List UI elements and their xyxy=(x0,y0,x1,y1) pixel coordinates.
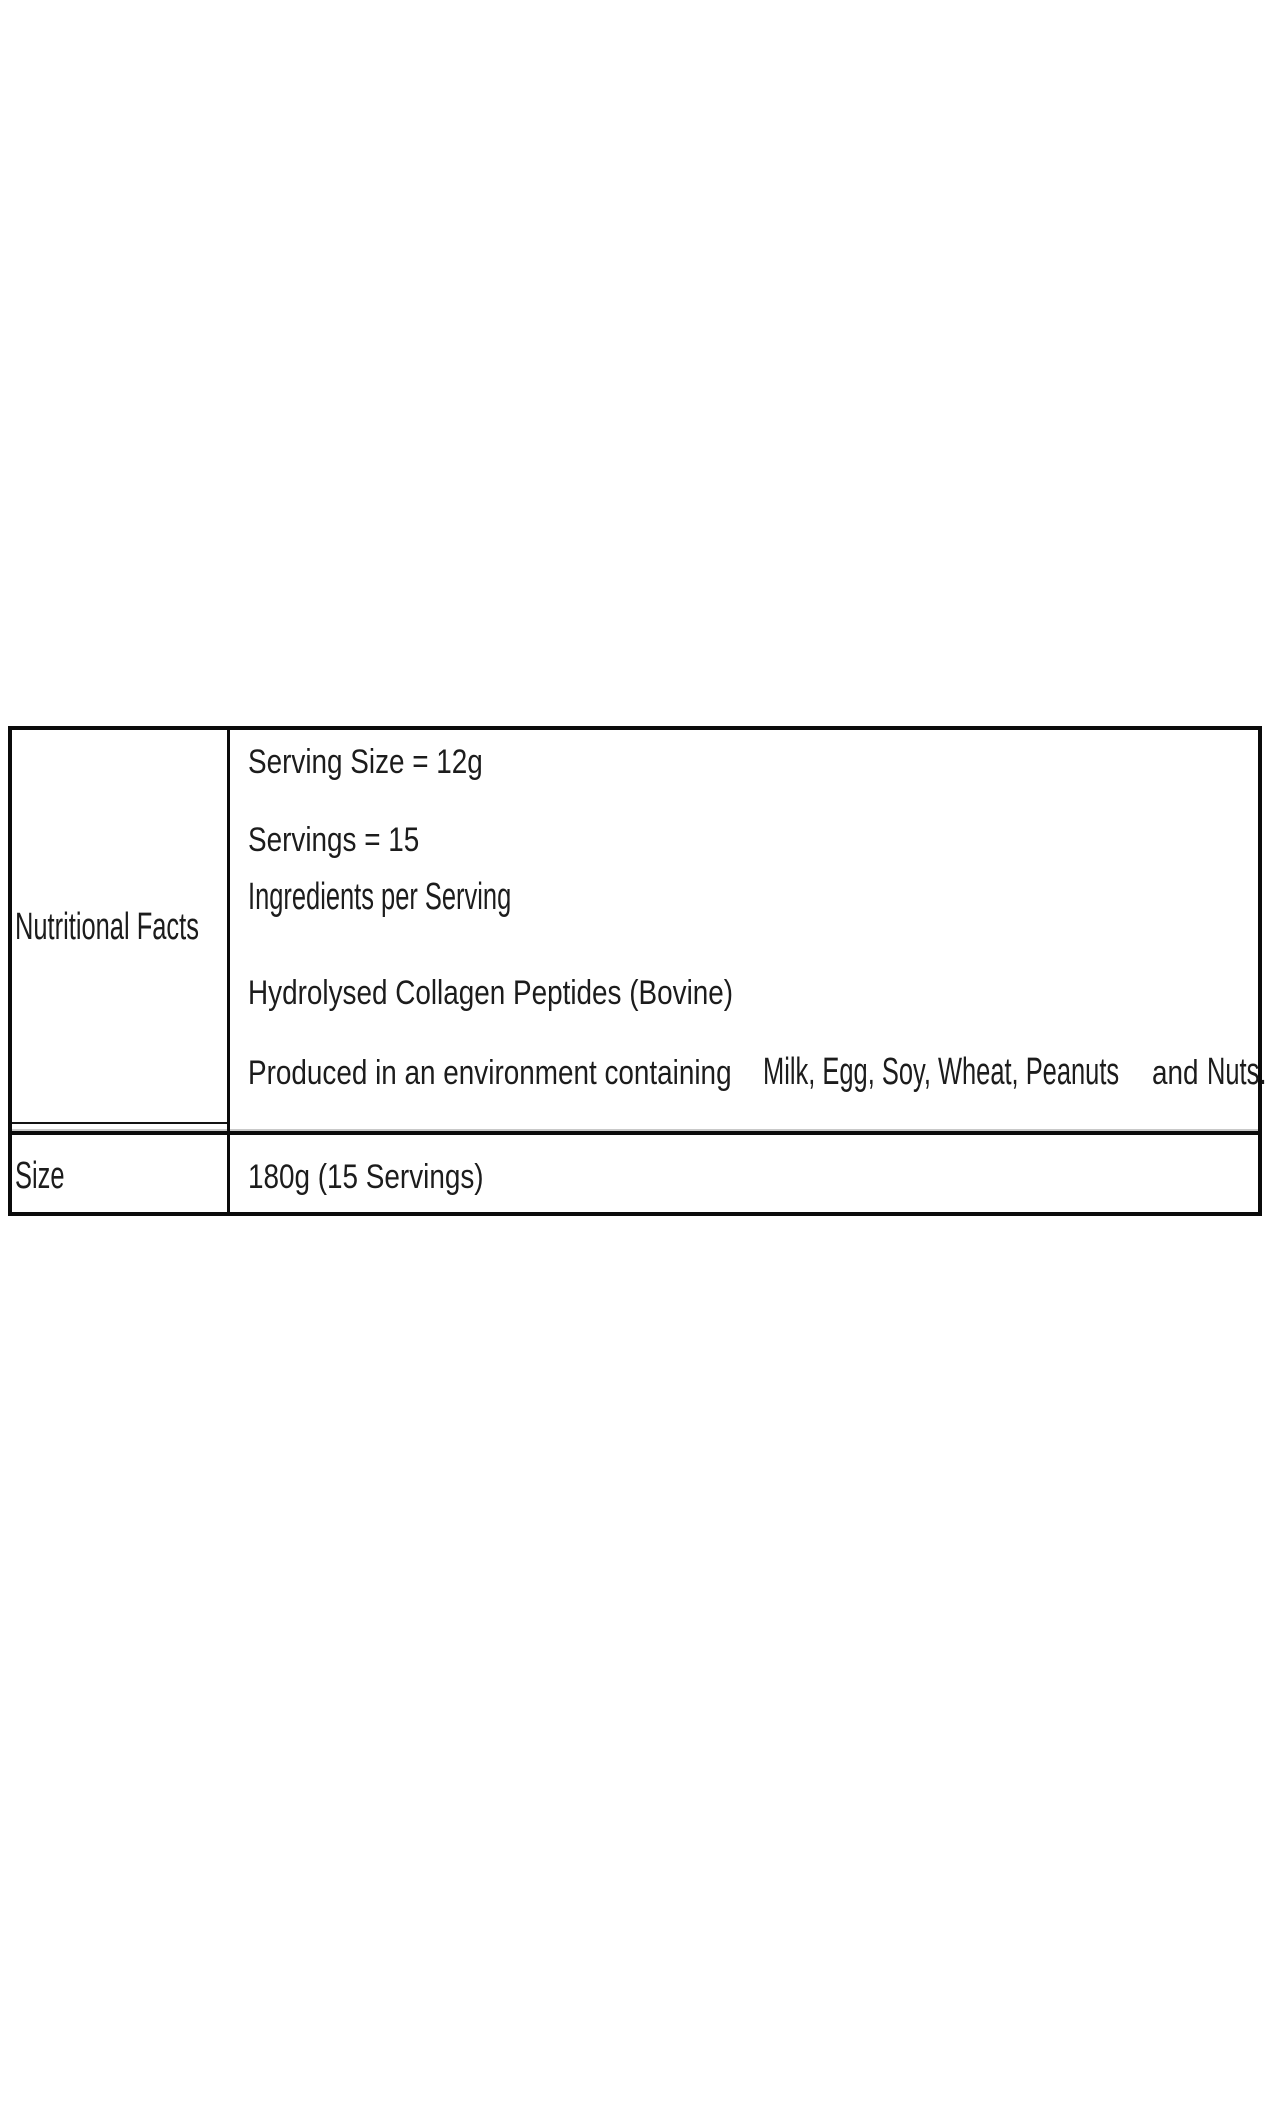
allergen-conjunction-segment xyxy=(1152,1056,1209,1090)
left-cell-bottom-border xyxy=(12,1122,227,1124)
serving-size-text: Serving Size = 12g xyxy=(248,743,483,781)
allergen-list-text: Milk, Egg, Soy, Wheat, Peanuts xyxy=(763,1051,1120,1093)
product-details-table xyxy=(8,726,1267,1216)
row-header-size xyxy=(15,1157,89,1195)
allergen-prefix-text: Produced in an environment containing xyxy=(248,1054,732,1092)
allergen-prefix-segment xyxy=(248,1056,838,1090)
serving-size-line xyxy=(248,745,534,779)
row-header-nutritional-facts-label: Nutritional Facts xyxy=(15,906,199,948)
row-divider xyxy=(12,1131,1258,1135)
allergen-final-segment xyxy=(1207,1053,1272,1091)
ingredients-heading-line xyxy=(248,878,641,916)
size-value-text: 180g (15 Servings) xyxy=(248,1158,484,1196)
size-value-line xyxy=(248,1160,535,1194)
allergen-final-text: Nuts. xyxy=(1207,1051,1267,1093)
row-header-size-label: Size xyxy=(15,1155,65,1197)
column-divider xyxy=(227,730,230,1212)
ingredients-heading-text: Ingredients per Serving xyxy=(248,876,512,918)
ingredient-text: Hydrolysed Collagen Peptides (Bovine) xyxy=(248,974,734,1012)
servings-text: Servings = 15 xyxy=(248,821,420,859)
allergen-conjunction-text: and xyxy=(1152,1054,1199,1092)
ingredient-line xyxy=(248,976,840,1010)
servings-line xyxy=(248,823,457,857)
